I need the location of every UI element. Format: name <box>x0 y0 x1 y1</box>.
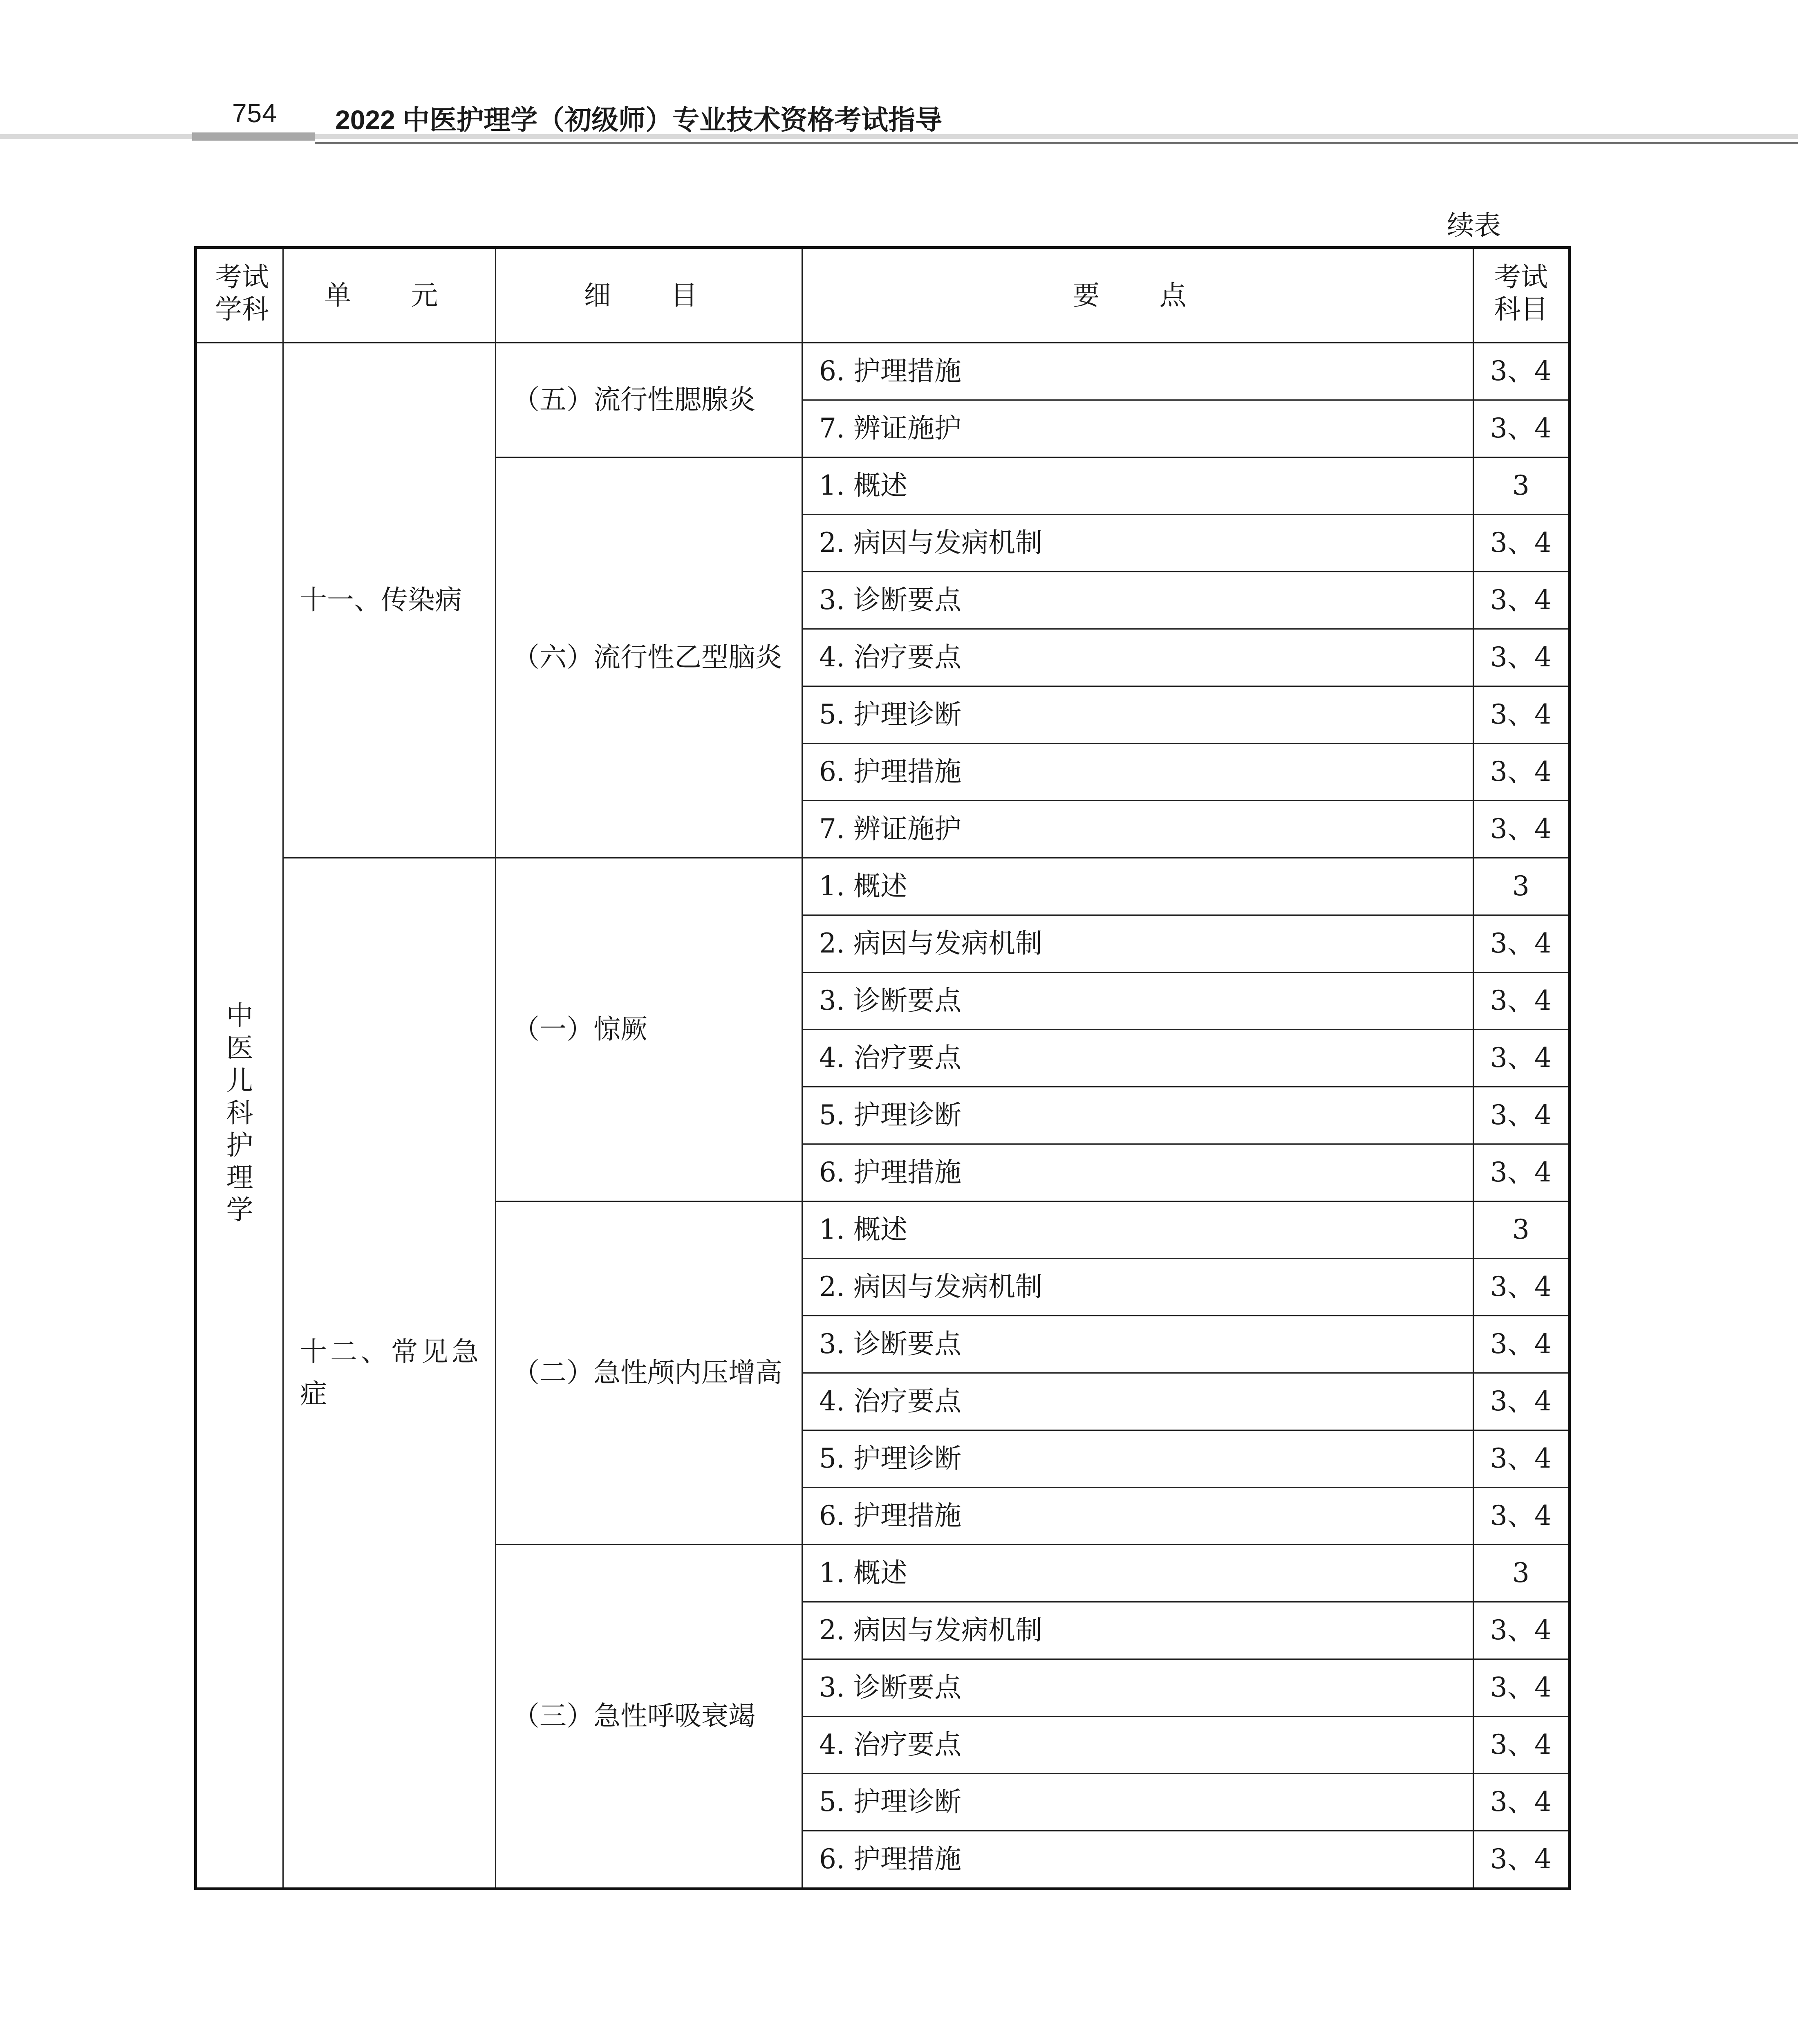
point-cell: 1. 概述 <box>802 1545 1473 1602</box>
score-cell: 3、4 <box>1473 572 1570 629</box>
syllabus-table <box>194 246 1571 1890</box>
point-cell: 1. 概述 <box>802 457 1473 515</box>
score-cell: 3、4 <box>1473 1774 1570 1831</box>
score-cell: 3、4 <box>1473 801 1570 858</box>
unit-cell: 十一、传染病 <box>283 343 496 858</box>
item-cell: （三）急性呼吸衰竭 <box>496 1545 802 1889</box>
point-cell: 2. 病因与发病机制 <box>802 1259 1473 1316</box>
point-cell: 4. 治疗要点 <box>802 1030 1473 1087</box>
table-body <box>196 343 1570 1889</box>
point-cell: 5. 护理诊断 <box>802 686 1473 744</box>
subject-cell: 中医儿科护理学 <box>196 343 283 1889</box>
score-cell: 3、4 <box>1473 1831 1570 1889</box>
point-cell: 3. 诊断要点 <box>802 572 1473 629</box>
score-cell: 3、4 <box>1473 1030 1570 1087</box>
score-cell: 3 <box>1473 1545 1570 1602</box>
table-header-row <box>196 248 1570 343</box>
header-rule-accent <box>192 132 315 141</box>
score-cell: 3、4 <box>1473 1373 1570 1430</box>
score-cell: 3、4 <box>1473 1316 1570 1373</box>
score-cell: 3、4 <box>1473 400 1570 457</box>
point-cell: 3. 诊断要点 <box>802 973 1473 1030</box>
point-cell: 6. 护理措施 <box>802 343 1473 400</box>
column-header-item: 细 目 <box>496 248 802 343</box>
point-cell: 6. 护理措施 <box>802 744 1473 801</box>
column-header-point: 要 点 <box>802 248 1473 343</box>
point-cell: 5. 护理诊断 <box>802 1430 1473 1488</box>
score-cell: 3 <box>1473 1201 1570 1259</box>
point-cell: 7. 辨证施护 <box>802 400 1473 457</box>
score-cell: 3 <box>1473 457 1570 515</box>
column-header-score: 考试科目 <box>1473 248 1570 343</box>
point-cell: 5. 护理诊断 <box>802 1087 1473 1144</box>
score-cell: 3、4 <box>1473 1430 1570 1488</box>
header-rule <box>315 142 1798 144</box>
item-cell: （一）惊厥 <box>496 858 802 1201</box>
score-cell: 3、4 <box>1473 1087 1570 1144</box>
point-cell: 2. 病因与发病机制 <box>802 515 1473 572</box>
score-cell: 3、4 <box>1473 1488 1570 1545</box>
table-continued-note: 续表 <box>1447 210 1501 241</box>
score-cell: 3、4 <box>1473 915 1570 973</box>
score-cell: 3 <box>1473 858 1570 915</box>
score-cell: 3、4 <box>1473 1144 1570 1201</box>
score-cell: 3、4 <box>1473 1259 1570 1316</box>
point-cell: 1. 概述 <box>802 858 1473 915</box>
item-cell: （二）急性颅内压增高 <box>496 1201 802 1545</box>
point-cell: 5. 护理诊断 <box>802 1774 1473 1831</box>
point-cell: 2. 病因与发病机制 <box>802 1602 1473 1659</box>
score-cell: 3、4 <box>1473 629 1570 686</box>
unit-cell: 十二、常见急症 <box>283 858 496 1889</box>
table-row <box>196 858 1570 915</box>
point-cell: 6. 护理措施 <box>802 1488 1473 1545</box>
point-cell: 6. 护理措施 <box>802 1144 1473 1201</box>
score-cell: 3、4 <box>1473 1659 1570 1717</box>
item-cell: （六）流行性乙型脑炎 <box>496 457 802 858</box>
score-cell: 3、4 <box>1473 686 1570 744</box>
score-cell: 3、4 <box>1473 973 1570 1030</box>
point-cell: 6. 护理措施 <box>802 1831 1473 1889</box>
score-cell: 3、4 <box>1473 343 1570 400</box>
point-cell: 4. 治疗要点 <box>802 629 1473 686</box>
point-cell: 4. 治疗要点 <box>802 1373 1473 1430</box>
column-header-subject: 考试学科 <box>196 248 283 343</box>
page-number: 754 <box>232 99 277 128</box>
point-cell: 2. 病因与发病机制 <box>802 915 1473 973</box>
point-cell: 4. 治疗要点 <box>802 1717 1473 1774</box>
point-cell: 3. 诊断要点 <box>802 1659 1473 1717</box>
score-cell: 3、4 <box>1473 1717 1570 1774</box>
table-row <box>196 343 1570 400</box>
score-cell: 3、4 <box>1473 744 1570 801</box>
point-cell: 1. 概述 <box>802 1201 1473 1259</box>
score-cell: 3、4 <box>1473 1602 1570 1659</box>
point-cell: 3. 诊断要点 <box>802 1316 1473 1373</box>
score-cell: 3、4 <box>1473 515 1570 572</box>
point-cell: 7. 辨证施护 <box>802 801 1473 858</box>
column-header-unit: 单 元 <box>283 248 496 343</box>
book-title: 2022 中医护理学（初级师）专业技术资格考试指导 <box>335 105 943 135</box>
item-cell: （五）流行性腮腺炎 <box>496 343 802 457</box>
